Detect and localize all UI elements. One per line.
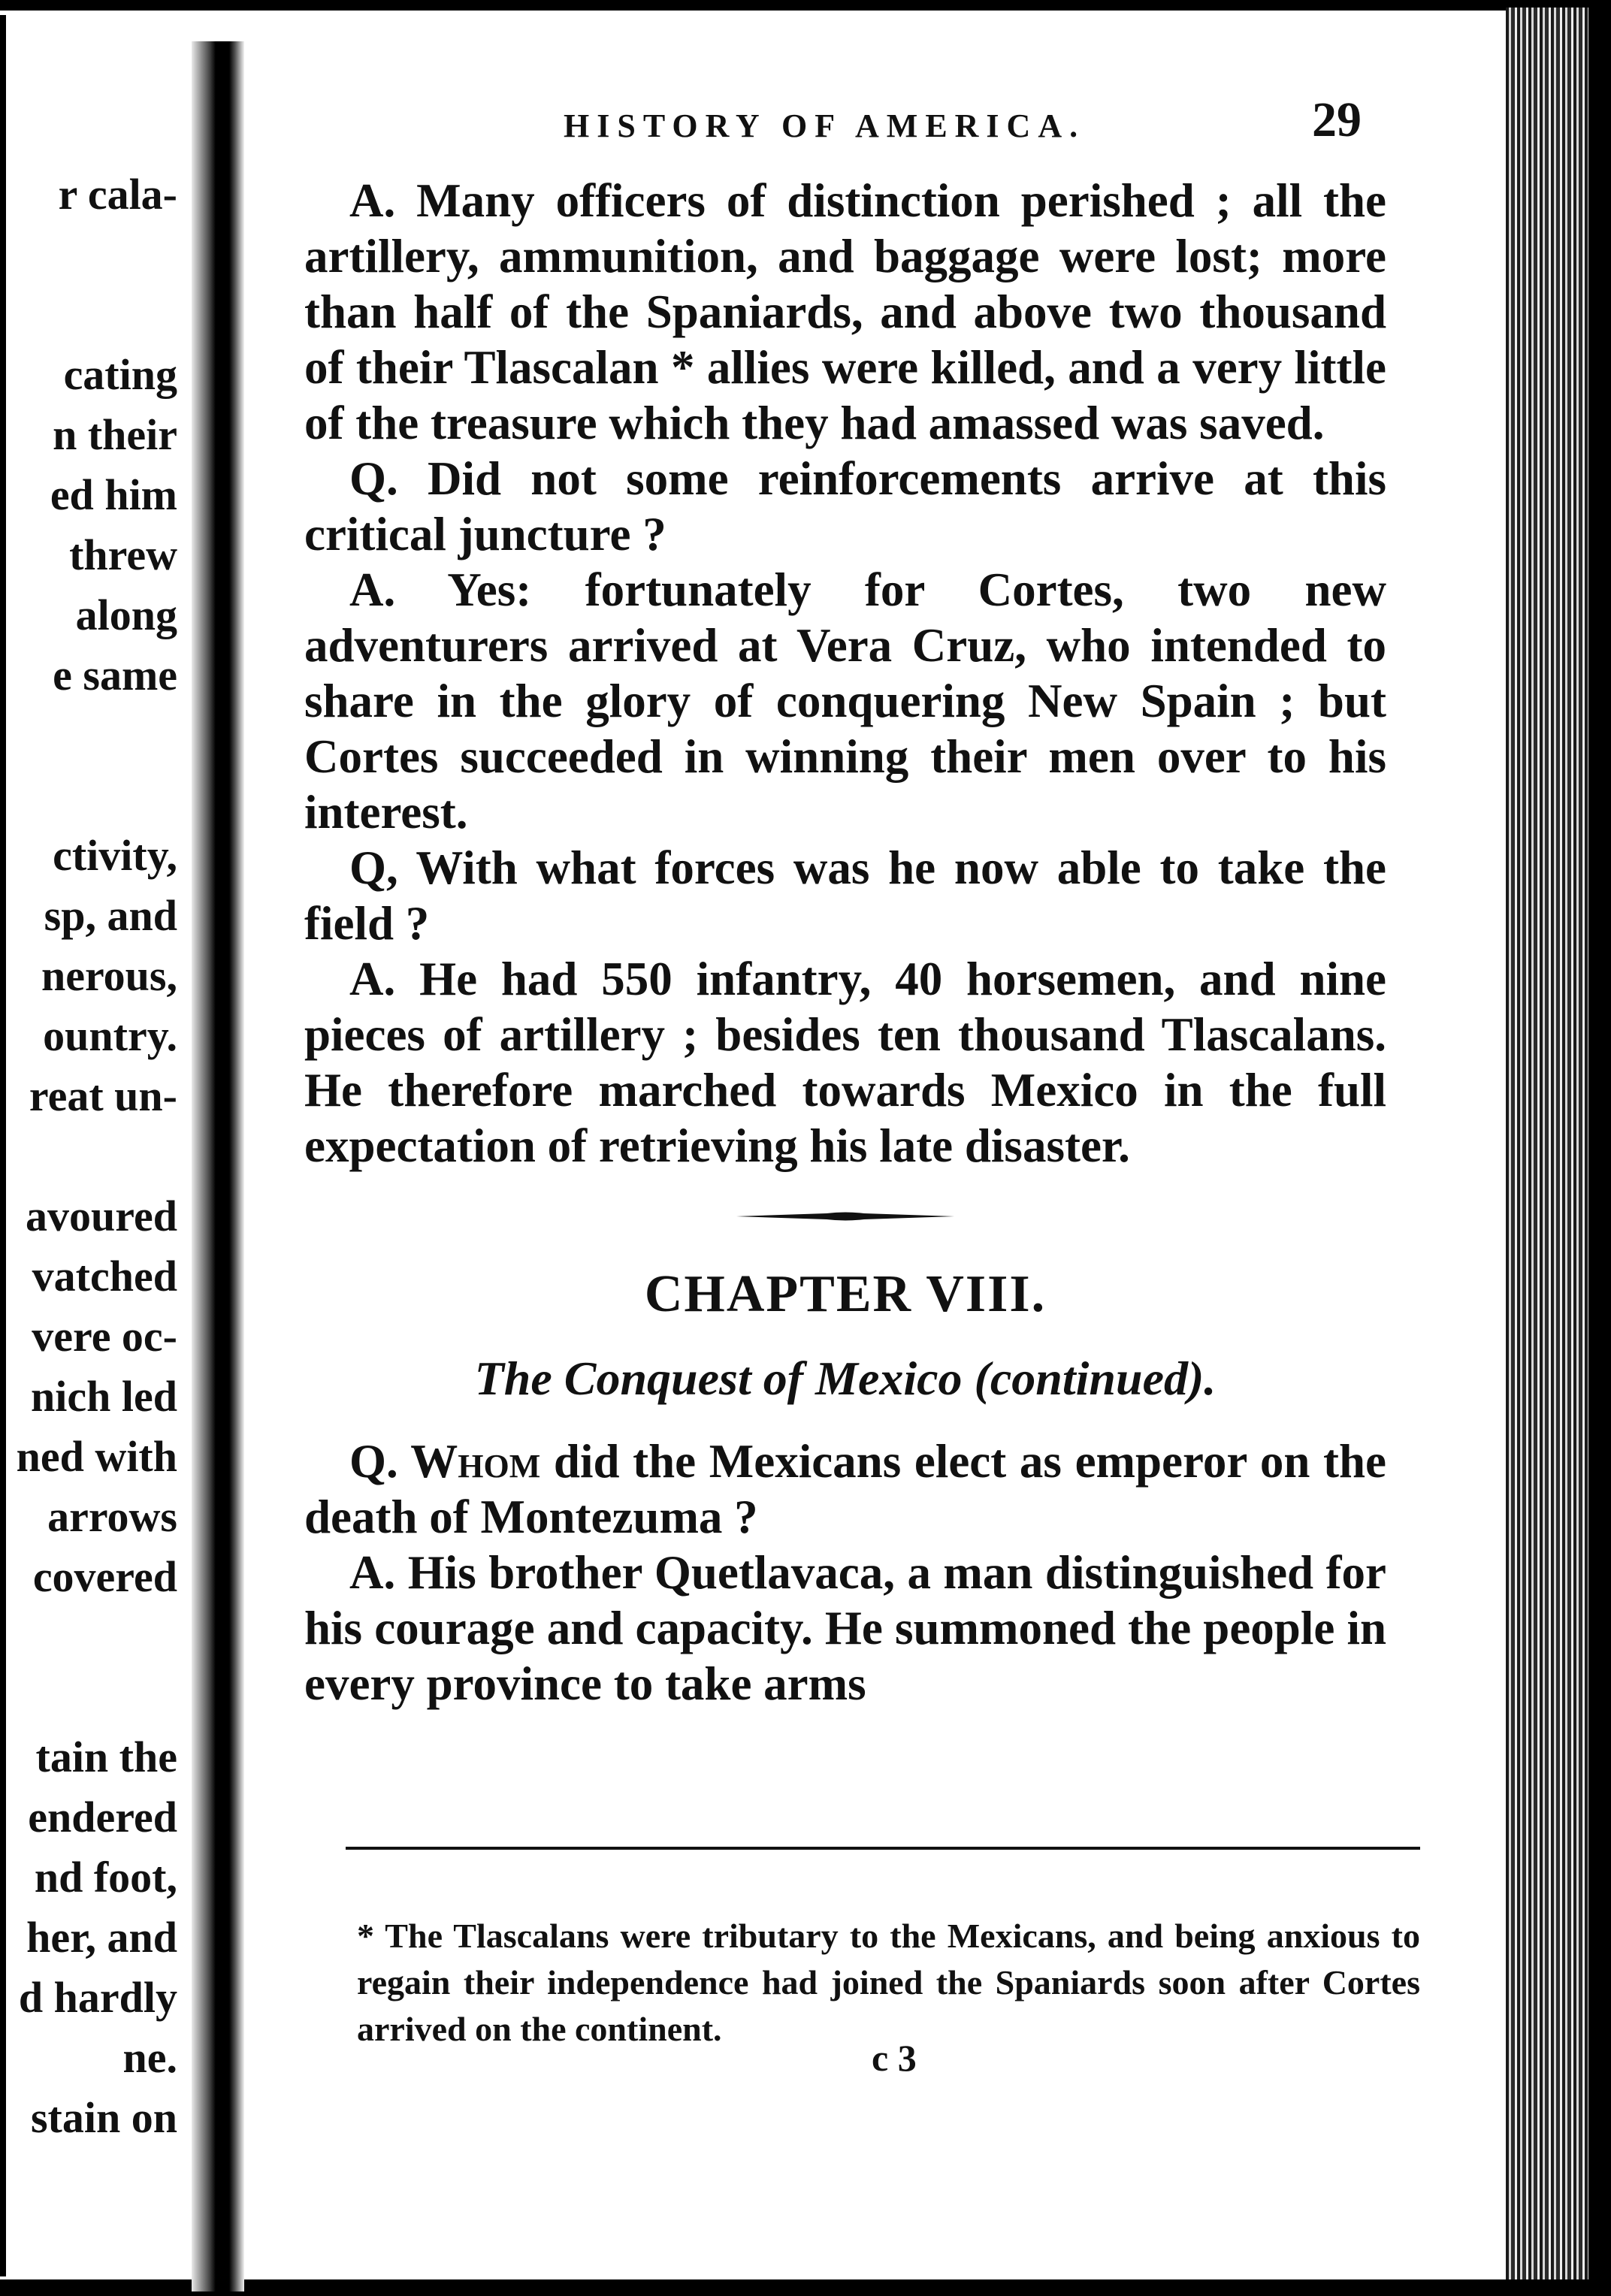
previous-page-line: reat un- [29, 1071, 177, 1120]
previous-page-line: threw [69, 530, 177, 579]
signature-mark: c 3 [872, 2037, 917, 2079]
answer-paragraph-5: A. He had 550 infantry, 40 horsemen, and nine pieces of artillery ; besides ten thousand Tlascalans. He therefore marched towards Mexico in the full expectation of retrieving his late disaster. [304, 953, 1386, 1172]
previous-page-line: ed him [50, 470, 177, 519]
previous-page-line: vere oc- [32, 1312, 177, 1361]
previous-page-line: tain the [35, 1733, 177, 1781]
previous-page-line: ned with [16, 1432, 177, 1481]
question-paragraph-4: Q, With what forces was he now able to take the field ? [304, 841, 1386, 950]
body-text [304, 173, 1386, 1711]
previous-page-line: endered [28, 1793, 177, 1841]
answer-paragraph-3: A. Yes: fortunately for Cortes, two new adventurers arrived at Vera Cruz, who intended to share in the glory of conquering New Spain ; but Cortes succeeded in winning their men over to his interest. [304, 563, 1386, 838]
previous-page-line: d hardly [18, 1973, 177, 2022]
running-head [248, 92, 1390, 159]
answer-paragraph-1: A. Many officers of distinction perished ; all the artillery, ammunition, and baggage were lost; more than half of the Spaniards, and above two thousand of their Tlascalan * allies were killed, and a very little of the treasure which they had amassed was saved. [304, 174, 1386, 449]
running-head-title: HISTORY OF AMERICA. [564, 107, 1086, 144]
previous-page-line: vatched [32, 1252, 177, 1301]
question-label: Q. Whom [349, 1435, 541, 1488]
previous-page-line: sp, and [44, 891, 177, 940]
chapter-title: CHAPTER VIII. [644, 1265, 1047, 1323]
footnote: * The Tlascalans were tributary to the Mexicans, and being anxious to regain their independence had joined the Spaniards soon after Cortes arrived on the continent. [357, 1917, 1420, 2048]
section-ornament [736, 1211, 954, 1222]
previous-page-line: arrows [47, 1492, 177, 1541]
previous-page-line: nich led [31, 1372, 177, 1421]
question-text: did the Mexicans elect as emperor on the death of Montezuma ? [304, 1435, 1386, 1543]
previous-page-line: nd foot, [34, 1853, 177, 1902]
page-edges [1506, 8, 1588, 2284]
previous-page-line: ne. [122, 2033, 177, 2082]
chapter-subtitle: The Conquest of Mexico (continued). [474, 1352, 1217, 1405]
question-paragraph-6 [304, 1433, 1386, 1545]
page-number: 29 [1312, 92, 1362, 147]
footnote-rule [346, 1847, 1420, 1850]
book-gutter [192, 41, 244, 2291]
previous-page-line: cating [63, 350, 177, 399]
film-border-top [0, 0, 1611, 11]
question-paragraph-2: Q. Did not some reinforcements arrive at this critical juncture ? [304, 452, 1386, 560]
page-29 [248, 75, 1450, 2254]
previous-page-line: along [75, 591, 177, 639]
answer-paragraph-7: A. His brother Quetlavaca, a man distinguished for his courage and capacity. He summoned the people in every province to take arms [304, 1546, 1386, 1710]
previous-page-line: nerous, [41, 951, 177, 1000]
previous-page-line: ountry. [43, 1011, 177, 1060]
previous-page-line: r cala- [58, 173, 177, 219]
previous-page-line: n their [53, 410, 177, 459]
previous-page-line: her, and [26, 1913, 177, 1962]
film-border-right [1588, 0, 1611, 2296]
previous-page-fragment [0, 173, 188, 2201]
previous-page-line: covered [32, 1552, 177, 1601]
previous-page-line: stain on [30, 2093, 177, 2142]
previous-page-line: e same [53, 651, 177, 699]
previous-page-line: avoured [26, 1192, 177, 1240]
previous-page-line: ctivity, [53, 831, 177, 880]
